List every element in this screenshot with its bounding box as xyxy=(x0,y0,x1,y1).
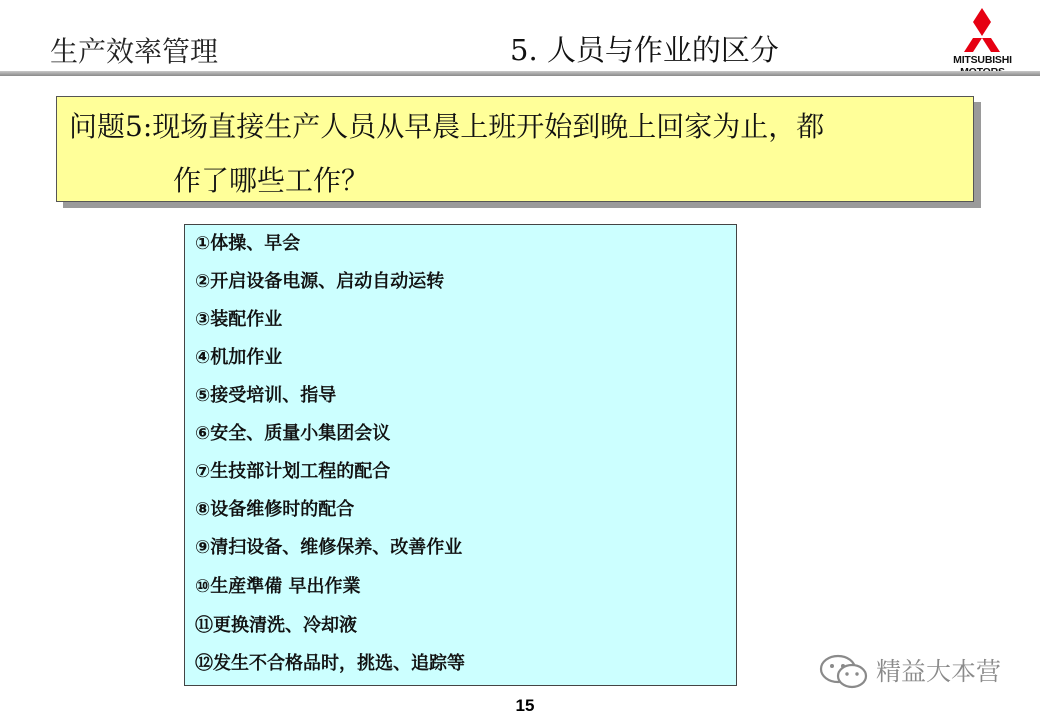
page-number: 15 xyxy=(515,696,535,715)
answer-list xyxy=(184,224,737,686)
watermark-text: 精益大本营 xyxy=(876,657,1002,686)
list-item: ⑥安全、质量小集团会议 xyxy=(195,423,391,444)
list-item: ①体操、早会 xyxy=(195,233,301,254)
header-left-title: 生产效率管理 xyxy=(50,35,219,68)
header-divider xyxy=(0,71,1040,76)
list-item: ⑩生産準備 早出作業 xyxy=(195,576,361,597)
list-item: ⑧设备维修时的配合 xyxy=(195,499,355,520)
list-item: ⑫发生不合格品时，挑选、追踪等 xyxy=(195,653,465,674)
question-line-1: 问题5:现场直接生产人员从早晨上班开始到晚上回家为止，都 xyxy=(69,110,825,143)
logo-text: MITSUBISHI xyxy=(953,54,1012,66)
question-box xyxy=(56,96,974,202)
section-title: 5. 人员与作业的区分 xyxy=(510,33,779,67)
list-item: ⑨清扫设备、维修保养、改善作业 xyxy=(195,537,463,558)
list-item: ⑤接受培训、指导 xyxy=(195,385,337,406)
wechat-icon xyxy=(818,654,870,690)
list-item: ⑦生技部计划工程的配合 xyxy=(195,461,391,482)
list-item: ⑪更换清洗、冷却液 xyxy=(195,615,357,636)
list-item: ②开启设备电源、启动自动运转 xyxy=(195,271,445,292)
list-item: ③装配作业 xyxy=(195,309,283,330)
question-line-2: 作了哪些工作？ xyxy=(173,164,370,197)
mitsubishi-logo xyxy=(930,8,1035,68)
list-item: ④机加作业 xyxy=(195,347,283,368)
three-diamonds-icon xyxy=(930,8,1035,54)
